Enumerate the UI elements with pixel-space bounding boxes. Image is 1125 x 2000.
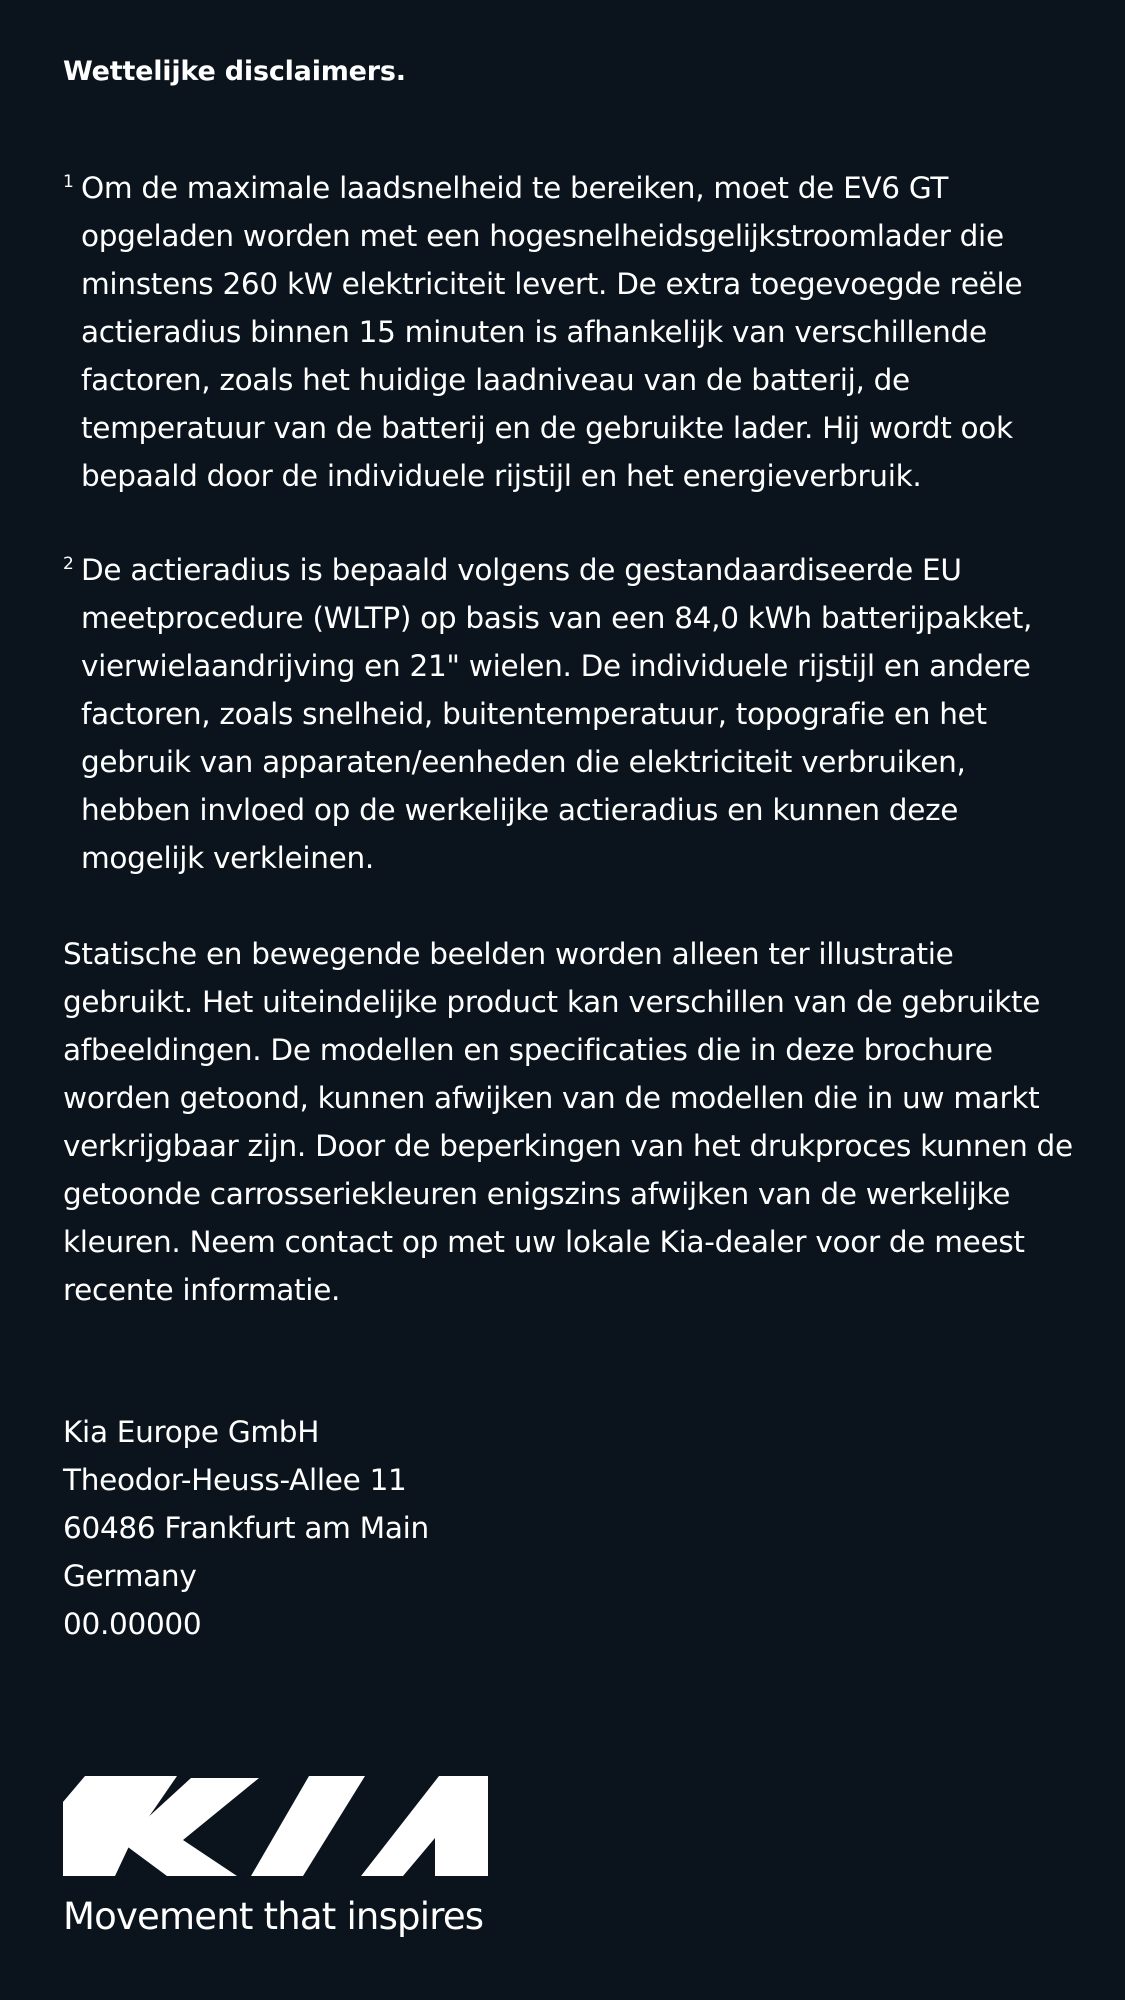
footnote-marker: 2 [63,554,74,574]
page-title: Wettelijke disclaimers. [63,56,406,87]
footnote-text: Om de maximale laadsnelheid te bereiken, moet de EV6 GT opgeladen worden met een hogesnelheidsgelijkstroomlader die minstens 260 kW elektriciteit levert. De extra toegevoegde reële actieradius binnen 15 minuten is afhankelijk van verschillende factoren, zoals het huidige laadniveau van de batterij, de temperatuur van de batterij en de gebruikte lader. Hij wordt ook bepaald door de individuele rijstijl en het energieverbruik. [81,171,1023,493]
address-company: Kia Europe GmbH [63,1415,320,1449]
address-street: Theodor-Heuss-Allee 11 [63,1463,407,1497]
footnote-text: De actieradius is bepaald volgens de gestandaardiseerde EU meetprocedure (WLTP) op basis van een 84,0 kWh batterijpakket, vierwielaandrijving en 21" wielen. De individuele rijstijl en andere factoren, zoals snelheid, buitentemperatuur, topografie en het gebruik van apparaten/eenheden die elektriciteit verbruiken, hebben invloed op de werkelijke actieradius en kunnen deze mogelijk verkleinen. [81,553,1033,875]
general-disclaimer: Statische en bewegende beelden worden alleen ter illustratie gebruikt. Het uiteindelijke product kan verschillen van de gebruikte afbeeldingen. De modellen en specificaties die in deze brochure worden getoond, kunnen afwijken van de modellen die in uw markt verkrijgbaar zijn. Door de beperkingen van het drukproces kunnen de getoonde carrosseriekleuren enigszins afwijken van de werkelijke kleuren. Neem contact op met uw lokale Kia-dealer voor de meest recente informatie. [63,937,1073,1307]
address-city: 60486 Frankfurt am Main [63,1511,429,1545]
brand-tagline: Movement that inspires [63,1895,484,1938]
kia-logo [63,1776,488,1876]
kia-logo-a [361,1776,488,1876]
footnote-1 [63,164,1073,500]
company-address [63,1408,429,1648]
footnote-marker: 1 [63,172,74,192]
address-code: 00.00000 [63,1607,202,1641]
kia-logo-i [251,1776,365,1876]
footnote-2 [63,546,1073,882]
address-country: Germany [63,1559,197,1593]
